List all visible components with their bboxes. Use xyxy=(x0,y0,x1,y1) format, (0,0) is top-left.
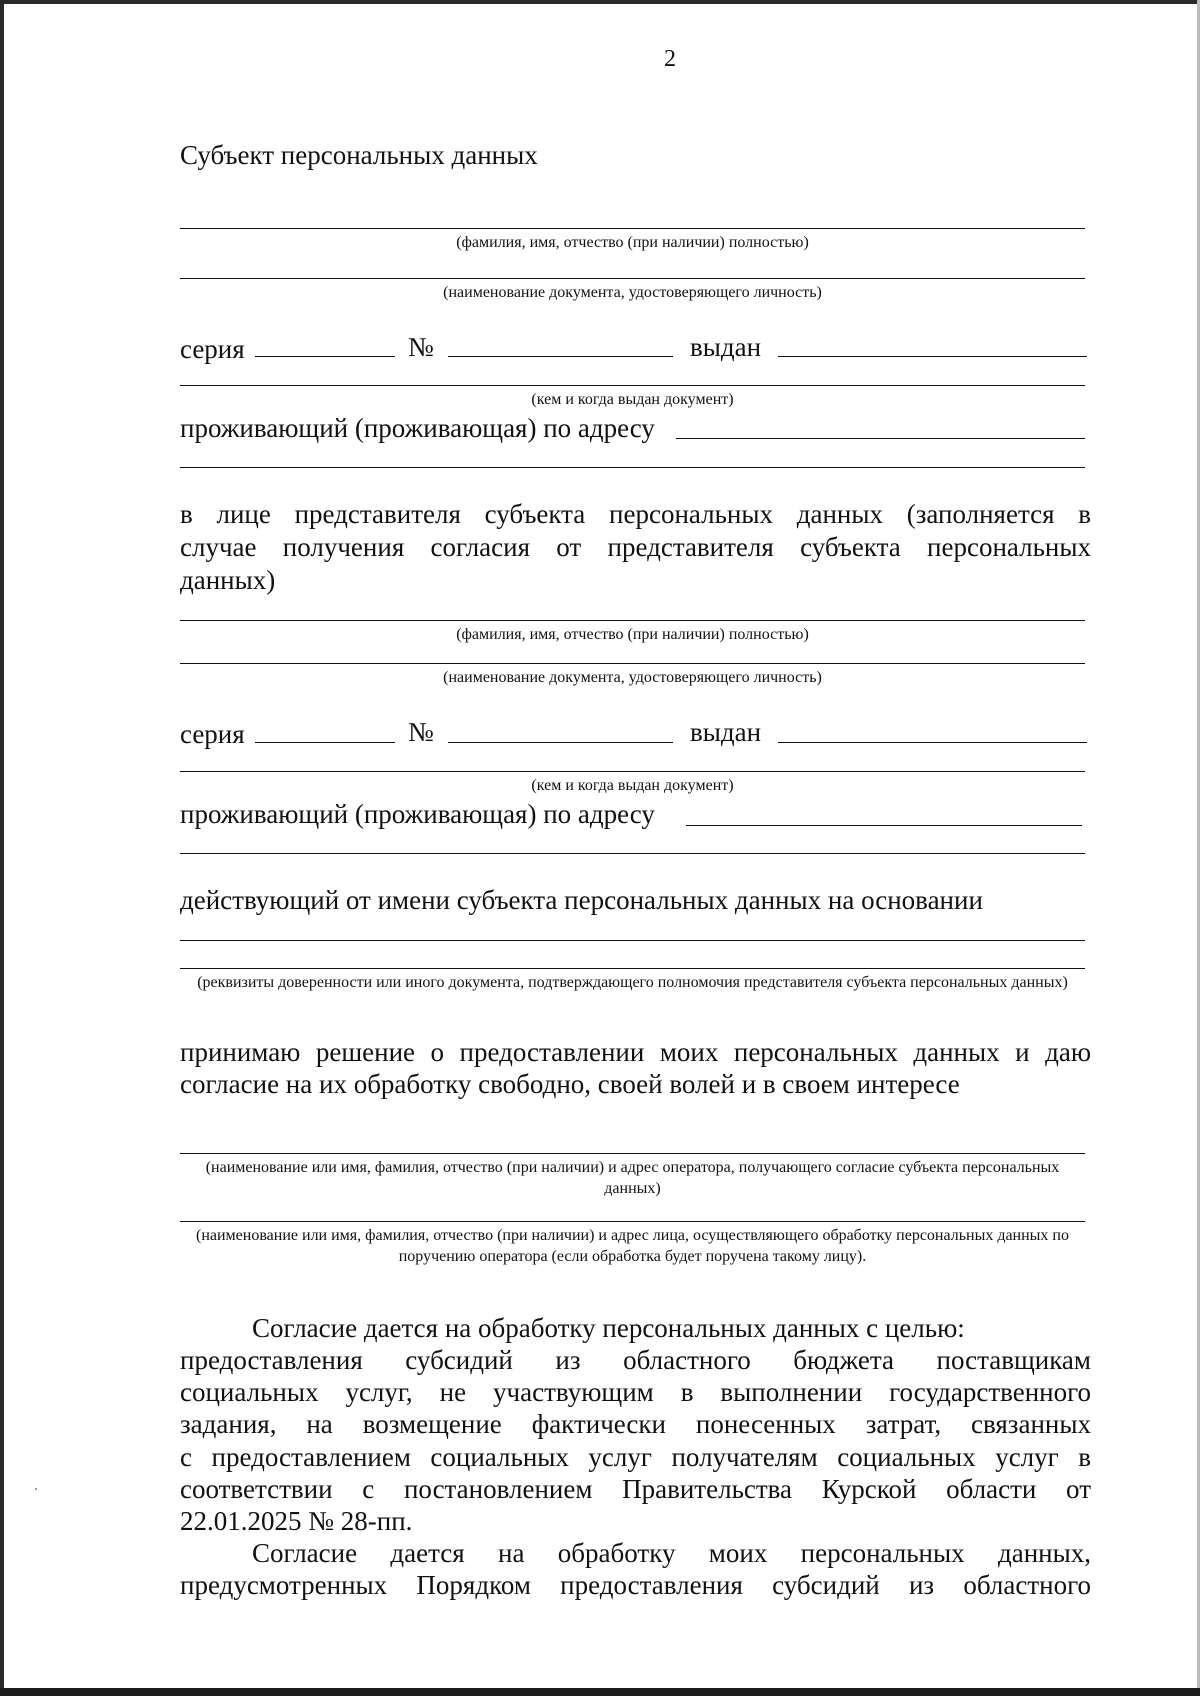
rep-fio-caption: (фамилия, имя, отчество (при наличии) полностью) xyxy=(456,626,809,643)
subject-issued-label: выдан xyxy=(690,332,762,362)
representative-line-2: случае получения согласия от представителя субъекта персональных xyxy=(180,532,1091,562)
operator-caption: (наименование или имя, фамилия, отчество (при наличии) и адрес оператора, получающего согласие субъекта персональных данных) xyxy=(205,1159,1060,1197)
subject-number-input[interactable] xyxy=(448,356,673,357)
processor-line[interactable] xyxy=(180,1221,1085,1222)
representative-line-1: в лице представителя субъекта персональных данных (заполняется в xyxy=(180,499,1091,529)
purpose-line-4: задания, на возмещение фактически понесенных затрат, связанных xyxy=(180,1409,1091,1439)
scan-border-bottom xyxy=(0,1688,1200,1696)
purpose-line-5: с предоставлением социальных услуг получателям социальных услуг в xyxy=(180,1442,1091,1472)
purpose-line-7: 22.01.2025 № 28-пп. xyxy=(180,1506,413,1536)
subject-address-line-2[interactable] xyxy=(180,467,1085,468)
subject-number-label: № xyxy=(408,332,434,362)
subject-id-doc-line[interactable] xyxy=(180,278,1085,279)
rep-series-label: серия xyxy=(180,719,245,749)
decision-line-1: принимаю решение о предоставлении моих персональных данных и даю xyxy=(180,1037,1091,1067)
subject-issued-input[interactable] xyxy=(778,356,1087,357)
poa-caption: (реквизиты доверенности или иного документа, подтверждающего полномочия представителя субъекта персональных данных) xyxy=(197,974,1068,991)
processor-caption: (наименование или имя, фамилия, отчество (при наличии) и адрес лица, осуществляющего обработку персональных данных по поручению оператора (если обработка будет поручена такому лицу). xyxy=(195,1227,1069,1265)
rep-address-input[interactable] xyxy=(686,825,1082,826)
subject-address-input[interactable] xyxy=(676,438,1085,439)
purpose-line-1: Согласие дается на обработку персональных данных с целью: xyxy=(252,1313,965,1343)
rep-fio-line[interactable] xyxy=(180,620,1085,621)
operator-line[interactable] xyxy=(180,1153,1085,1154)
rep-issued-by-line[interactable] xyxy=(180,771,1085,772)
acting-on-behalf-text: действующий от имени субъекта персональных данных на основании xyxy=(180,885,983,915)
subject-series-input[interactable] xyxy=(255,356,395,357)
subject-address-label: проживающий (проживающая) по адресу xyxy=(180,413,655,443)
purpose-line-2: предоставления субсидий из областного бюджета поставщикам xyxy=(180,1345,1091,1375)
rep-issued-input[interactable] xyxy=(778,742,1087,743)
poa-line-2[interactable] xyxy=(180,968,1085,969)
poa-line-1[interactable] xyxy=(180,940,1085,941)
scope-line-1: Согласие дается на обработку моих персональных данных, xyxy=(252,1538,1091,1568)
rep-series-input[interactable] xyxy=(255,742,395,743)
scan-border-top xyxy=(0,0,1200,4)
scan-border-left xyxy=(0,0,4,1696)
purpose-line-3: социальных услуг, не участвующим в выполнении государственного xyxy=(180,1377,1091,1407)
rep-number-input[interactable] xyxy=(448,742,673,743)
subject-id-doc-caption: (наименование документа, удостоверяющего личность) xyxy=(443,284,822,301)
rep-address-line-2[interactable] xyxy=(180,853,1085,854)
representative-line-3: данных) xyxy=(180,565,276,595)
subject-heading: Субъект персональных данных xyxy=(180,140,538,170)
page-number: 2 xyxy=(664,46,676,72)
rep-issued-by-caption: (кем и когда выдан документ) xyxy=(531,777,734,794)
subject-fio-caption: (фамилия, имя, отчество (при наличии) полностью) xyxy=(456,234,809,251)
rep-address-label: проживающий (проживающая) по адресу xyxy=(180,799,655,829)
subject-issued-by-line[interactable] xyxy=(180,385,1085,386)
subject-fio-line[interactable] xyxy=(180,228,1085,229)
rep-number-label: № xyxy=(408,717,434,747)
scan-speck xyxy=(35,1488,37,1490)
subject-series-label: серия xyxy=(180,334,245,364)
subject-issued-by-caption: (кем и когда выдан документ) xyxy=(531,391,734,408)
rep-issued-label: выдан xyxy=(690,717,762,747)
scope-line-2: предусмотренных Порядком предоставления субсидий из областного xyxy=(180,1570,1091,1600)
rep-id-doc-line[interactable] xyxy=(180,663,1085,664)
purpose-line-6: соответствии с постановлением Правительства Курской области от xyxy=(180,1474,1091,1504)
decision-line-2: согласие на их обработку свободно, своей волей и в своем интересе xyxy=(180,1069,960,1099)
rep-id-doc-caption: (наименование документа, удостоверяющего личность) xyxy=(443,669,822,686)
